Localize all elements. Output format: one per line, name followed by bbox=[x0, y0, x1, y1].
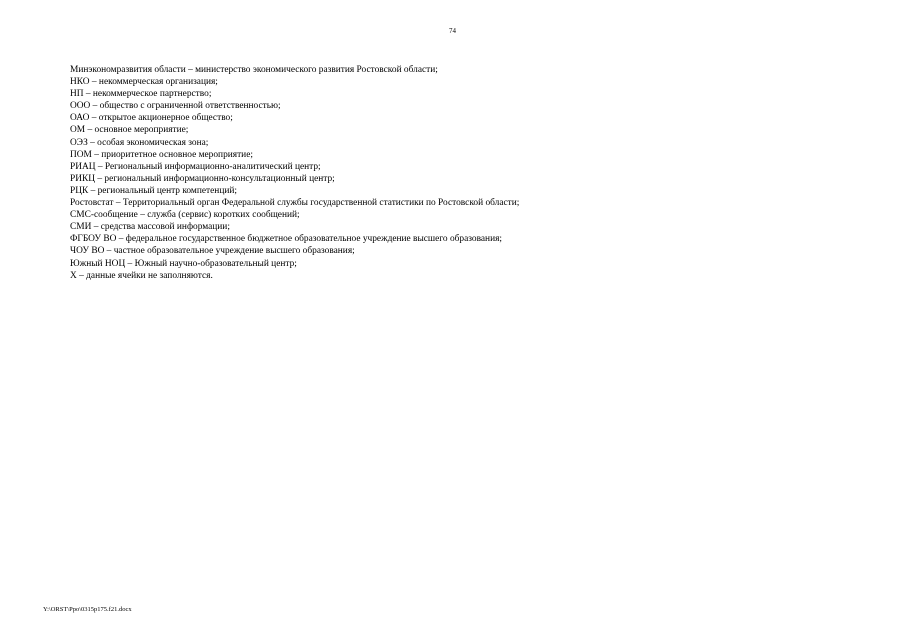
list-item: РИАЦ – Региональный информационно-аналитический центр; bbox=[70, 161, 321, 172]
list-item: ООО – общество с ограниченной ответственностью; bbox=[70, 101, 281, 112]
list-item: ОМ – основное мероприятие; bbox=[70, 125, 189, 136]
list-item: СМС-сообщение – служба (сервис) коротких сообщений; bbox=[70, 210, 300, 221]
page-number: 74 bbox=[449, 27, 456, 35]
list-item: Ростовстат – Территориальный орган Федеральной службы государственной статистики по Ростовской области; bbox=[70, 198, 520, 209]
list-item: НКО – некоммерческая организация; bbox=[70, 77, 218, 88]
list-item: РЦК – региональный центр компетенций; bbox=[70, 185, 237, 196]
list-item: ПОМ – приоритетное основное мероприятие; bbox=[70, 149, 253, 160]
abbreviation-list bbox=[70, 64, 870, 282]
list-item: ЧОУ ВО – частное образовательное учреждение высшего образования; bbox=[70, 246, 355, 257]
list-item: Южный НОЦ – Южный научно-образовательный центр; bbox=[70, 258, 297, 269]
list-item: РИКЦ – региональный информационно-консультационный центр; bbox=[70, 173, 335, 184]
list-item: ФГБОУ ВО – федеральное государственное бюджетное образовательное учреждение высшего образования; bbox=[70, 234, 503, 245]
footer-file-path: Y:\ORST\Ppo\0315p175.f21.docx bbox=[43, 606, 132, 613]
list-item: ОАО – открытое акционерное общество; bbox=[70, 113, 233, 124]
list-item: Х – данные ячейки не заполняются. bbox=[70, 270, 213, 281]
list-item: ОЭЗ – особая экономическая зона; bbox=[70, 137, 209, 148]
list-item: НП – некоммерческое партнерство; bbox=[70, 89, 212, 100]
list-item: СМИ – средства массовой информации; bbox=[70, 222, 230, 233]
list-item: Минэкономразвития области – министерство экономического развития Ростовской области; bbox=[70, 65, 438, 75]
